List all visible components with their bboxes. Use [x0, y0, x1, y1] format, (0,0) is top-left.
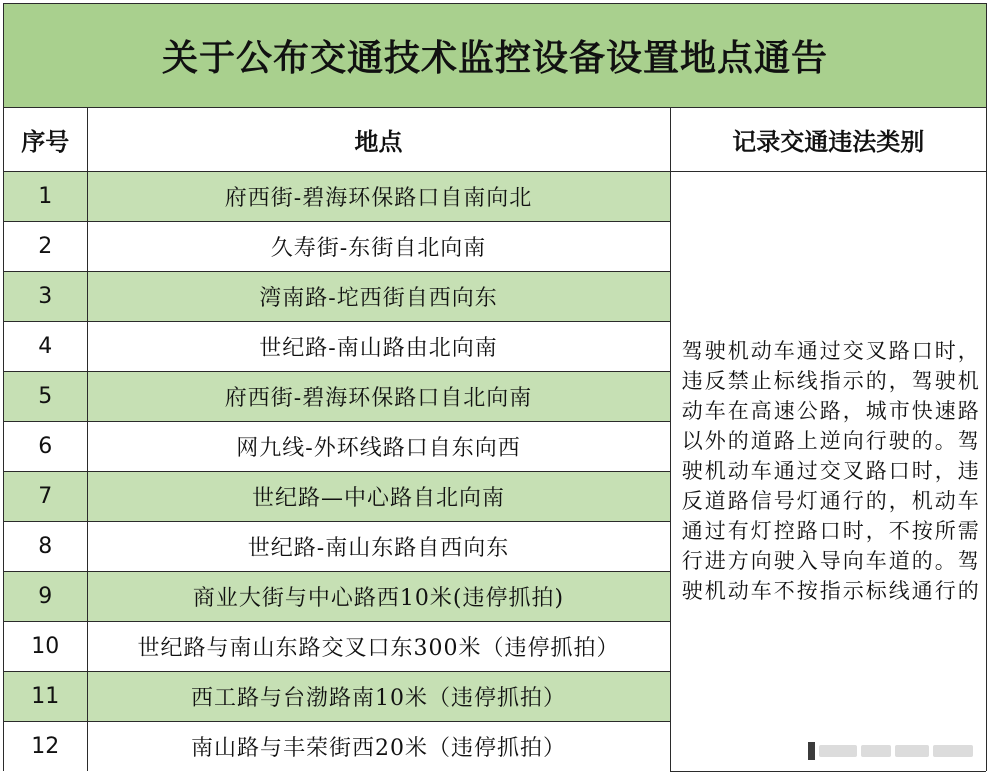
row-location: 久寿街-东街自北向南 [87, 222, 670, 272]
row-seq: 10 [4, 622, 87, 672]
row-location: 世纪路与南山东路交叉口东300米（违停抓拍） [87, 622, 670, 672]
row-location: 网九线-外环线路口自东向西 [87, 422, 670, 472]
watermark-block-icon [861, 745, 891, 757]
row-location: 府西街-碧海环保路口自南向北 [87, 172, 670, 222]
title-bar [4, 4, 986, 108]
watermark-block-icon [819, 745, 857, 757]
row-location: 世纪路—中心路自北向南 [87, 472, 670, 522]
row-seq: 5 [4, 372, 87, 422]
watermark-block-icon [933, 745, 973, 757]
row-seq: 9 [4, 572, 87, 622]
row-location: 府西街-碧海环保路口自北向南 [87, 372, 670, 422]
row-location: 世纪路-南山路由北向南 [87, 322, 670, 372]
row-seq: 6 [4, 422, 87, 472]
header-category: 记录交通违法类别 [670, 108, 986, 172]
category-cell [670, 172, 986, 772]
row-location: 湾南路-坨西街自西向东 [87, 272, 670, 322]
row-seq: 4 [4, 322, 87, 372]
header-location: 地点 [87, 108, 670, 172]
header-row [4, 108, 986, 172]
header-seq: 序号 [4, 108, 87, 172]
row-location: 西工路与台渤路南10米（违停抓拍） [87, 672, 670, 722]
category-text: 驾驶机动车通过交叉路口时，违反禁止标线指示的，驾驶机动车在高速公路，城市快速路以外的道路上逆向行驶的。驾驶机动车通过交叉路口时，违反道路信号灯通行的，机动车通过有灯控路口时，不按所需行进方向驶入导向车道的。驾驶机动车不按指示标线通行的 [681, 339, 981, 604]
row-seq: 8 [4, 522, 87, 572]
watermark-block-icon [895, 745, 929, 757]
row-location: 南山路与丰荣街西20米（违停抓拍） [87, 722, 670, 772]
row-seq: 7 [4, 472, 87, 522]
watermark-bar-icon [808, 742, 815, 760]
row-seq: 12 [4, 722, 87, 772]
row-location: 世纪路-南山东路自西向东 [87, 522, 670, 572]
watermark [808, 742, 978, 760]
page-title: 关于公布交通技术监控设备设置地点通告 [161, 38, 828, 79]
table-row [4, 172, 986, 222]
row-seq: 1 [4, 172, 87, 222]
row-seq: 11 [4, 672, 87, 722]
row-location: 商业大街与中心路西10米(违停抓拍) [87, 572, 670, 622]
location-table [4, 108, 986, 772]
row-seq: 2 [4, 222, 87, 272]
row-seq: 3 [4, 272, 87, 322]
notice-sheet [3, 3, 987, 771]
